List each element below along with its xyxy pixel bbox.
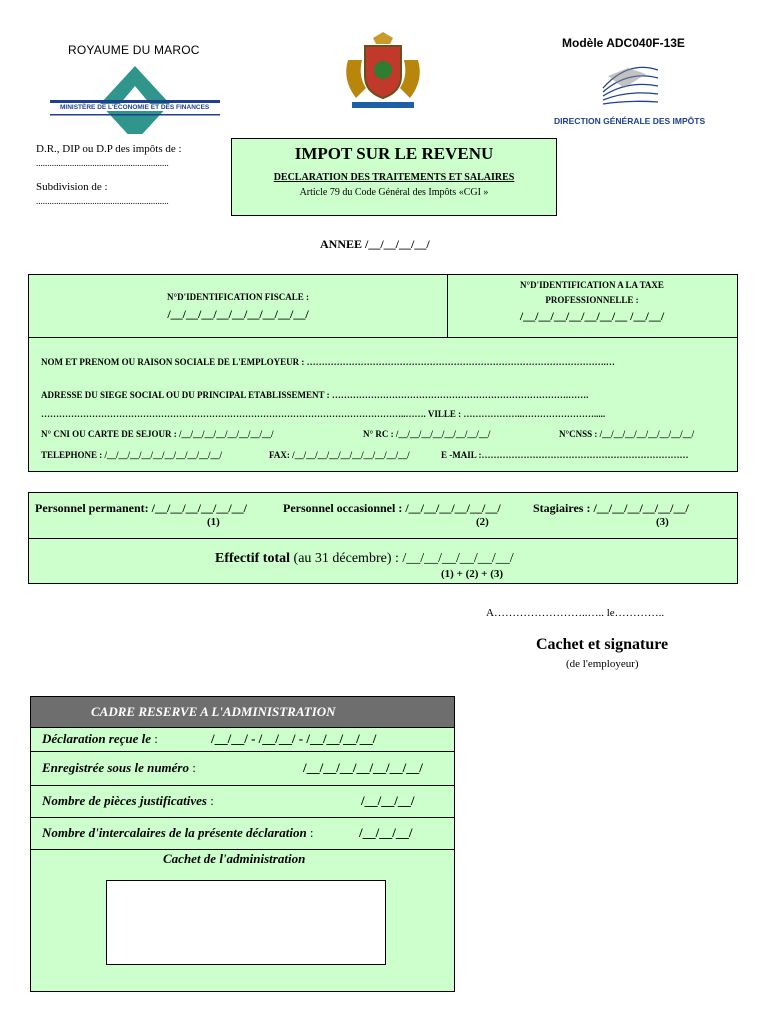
enr-slots[interactable]: /__/__/__/__/__/__/__/: [303, 760, 423, 775]
admin-header: [31, 697, 454, 728]
subdivision-dots[interactable]: ...........................................................: [36, 196, 169, 206]
inter-colon: :: [306, 825, 314, 840]
recu-label: [42, 731, 158, 747]
telephone-field[interactable]: TELEPHONE : /__/__/__/__/__/__/__/__/__/__/: [41, 450, 223, 460]
admin-stamp-area[interactable]: [106, 880, 386, 965]
effectif-total[interactable]: [215, 551, 514, 567]
pieces-slots[interactable]: /__/__/__/: [361, 793, 415, 808]
admin-row-intercalaires: [31, 817, 454, 850]
tp-cell: [447, 275, 737, 338]
effectif-label: Effectif total: [215, 551, 291, 566]
admin-cachet-label: Cachet de l'administration: [163, 851, 306, 866]
ministry-logo: [40, 40, 230, 130]
signature-title: Cachet et signature: [536, 636, 669, 653]
stagiaires-field[interactable]: Stagiaires : /__/__/__/__/__/__/: [533, 501, 689, 515]
title-box: [231, 138, 557, 216]
inter-slots[interactable]: /__/__/__/: [359, 825, 413, 840]
model-number: Modèle ADC040F-13E: [562, 36, 685, 50]
pieces-colon: :: [207, 793, 214, 808]
tp-slots[interactable]: /__/__/__/__/__/__/__ /__/__/: [519, 309, 665, 323]
tp-label-2: PROFESSIONNELLE :: [545, 295, 639, 305]
note-1: (1): [207, 516, 220, 528]
effectif-slots: (au 31 décembre) : /__/__/__/__/__/__/: [290, 551, 514, 566]
admin-box: [30, 696, 455, 992]
occasionnel-field[interactable]: Personnel occasionnel : /__/__/__/__/__/__/: [283, 501, 501, 515]
employer-ville[interactable]: …………………………………………………………………………………………………………..……. VILLE : ………………..…………………….....: [41, 409, 606, 419]
admin-row-recu: [31, 727, 454, 752]
recu-slots[interactable]: /__/__/ - /__/__/ - /__/__/__/__/: [211, 731, 377, 746]
effectif-formula: (1) + (2) + (3): [441, 568, 504, 580]
dgi-emblem-icon: [548, 58, 718, 116]
if-slots[interactable]: /__/__/__/__/__/__/__/__/__/: [167, 307, 309, 321]
dgi-name: DIRECTION GÉNÉRALE DES IMPÔTS: [554, 116, 706, 126]
pieces-label: [42, 793, 214, 809]
dr-label: D.R., DIP ou D.P des impôts de :: [36, 143, 182, 155]
identification-box: [28, 274, 738, 472]
form-title: IMPOT SUR LE REVENU: [294, 144, 494, 163]
employer-name[interactable]: NOM ET PRENOM OU RAISON SOCIALE DE L'EMPLOYEUR : ……………………………………………………………………………………….…: [41, 357, 615, 367]
ministry-name: MINISTÈRE DE L'ÉCONOMIE ET DES FINANCES: [60, 104, 210, 111]
tp-label-1: N°D'IDENTIFICATION A LA TAXE: [520, 280, 664, 290]
dr-dots[interactable]: ...........................................................: [36, 158, 169, 168]
form-article: Article 79 du Code Général des Impôts «CGI »: [299, 187, 489, 198]
rc-field[interactable]: N° RC : /__/__/__/__/__/__/__/__/: [363, 429, 491, 439]
note-2: (2): [476, 516, 489, 528]
admin-row-pieces: [31, 785, 454, 818]
form-subtitle: DECLARATION DES TRAITEMENTS ET SALAIRES: [273, 172, 515, 183]
inter-label: [42, 825, 314, 841]
place-date-field[interactable]: A……………………..….. le…………..: [486, 607, 665, 619]
cni-field[interactable]: N° CNI OU CARTE DE SEJOUR : /__/__/__/__/__/__/__/__/: [41, 429, 274, 439]
personnel-box: [28, 492, 738, 584]
pieces-label-text: Nombre de pièces justificatives: [42, 793, 207, 808]
if-cell: [29, 275, 448, 338]
admin-row-enregistree: [31, 751, 454, 786]
enr-colon: :: [189, 760, 196, 775]
permanent-field[interactable]: Personnel permanent: /__/__/__/__/__/__/: [35, 501, 247, 515]
kingdom-name: ROYAUME DU MAROC: [68, 43, 200, 57]
employer-address[interactable]: ADRESSE DU SIEGE SOCIAL OU DU PRINCIPAL ETABLISSEMENT : …………………………………………………………………….…….: [41, 390, 589, 400]
ministry-emblem-icon: [40, 54, 230, 134]
enr-label-text: Enregistrée sous le numéro: [42, 760, 189, 775]
dr-field: [36, 142, 182, 208]
coat-of-arms-icon: [338, 30, 428, 110]
subdivision-label: Subdivision de :: [36, 181, 108, 193]
inter-label-text: Nombre d'intercalaires de la présente déclaration: [42, 825, 307, 840]
enr-label: [42, 760, 196, 776]
admin-header-title: CADRE RESERVE A L'ADMINISTRATION: [91, 704, 336, 719]
annee-field[interactable]: ANNEE /__/__/__/__/: [320, 237, 430, 251]
fax-field[interactable]: FAX: /__/__/__/__/__/__/__/__/__/__/: [269, 450, 410, 460]
signature-subtitle: (de l'employeur): [566, 658, 639, 670]
if-label: N°D'IDENTIFICATION FISCALE :: [167, 292, 309, 302]
personnel-row: [29, 493, 737, 539]
email-field[interactable]: E -MAIL :……………………………………………………………: [441, 450, 689, 460]
dgi-logo: [548, 58, 718, 128]
note-3: (3): [656, 516, 669, 528]
recu-colon: :: [151, 731, 158, 746]
recu-label-text: Déclaration reçue le: [42, 731, 152, 746]
cnss-field[interactable]: N°CNSS : /__/__/__/__/__/__/__/__/: [559, 429, 695, 439]
